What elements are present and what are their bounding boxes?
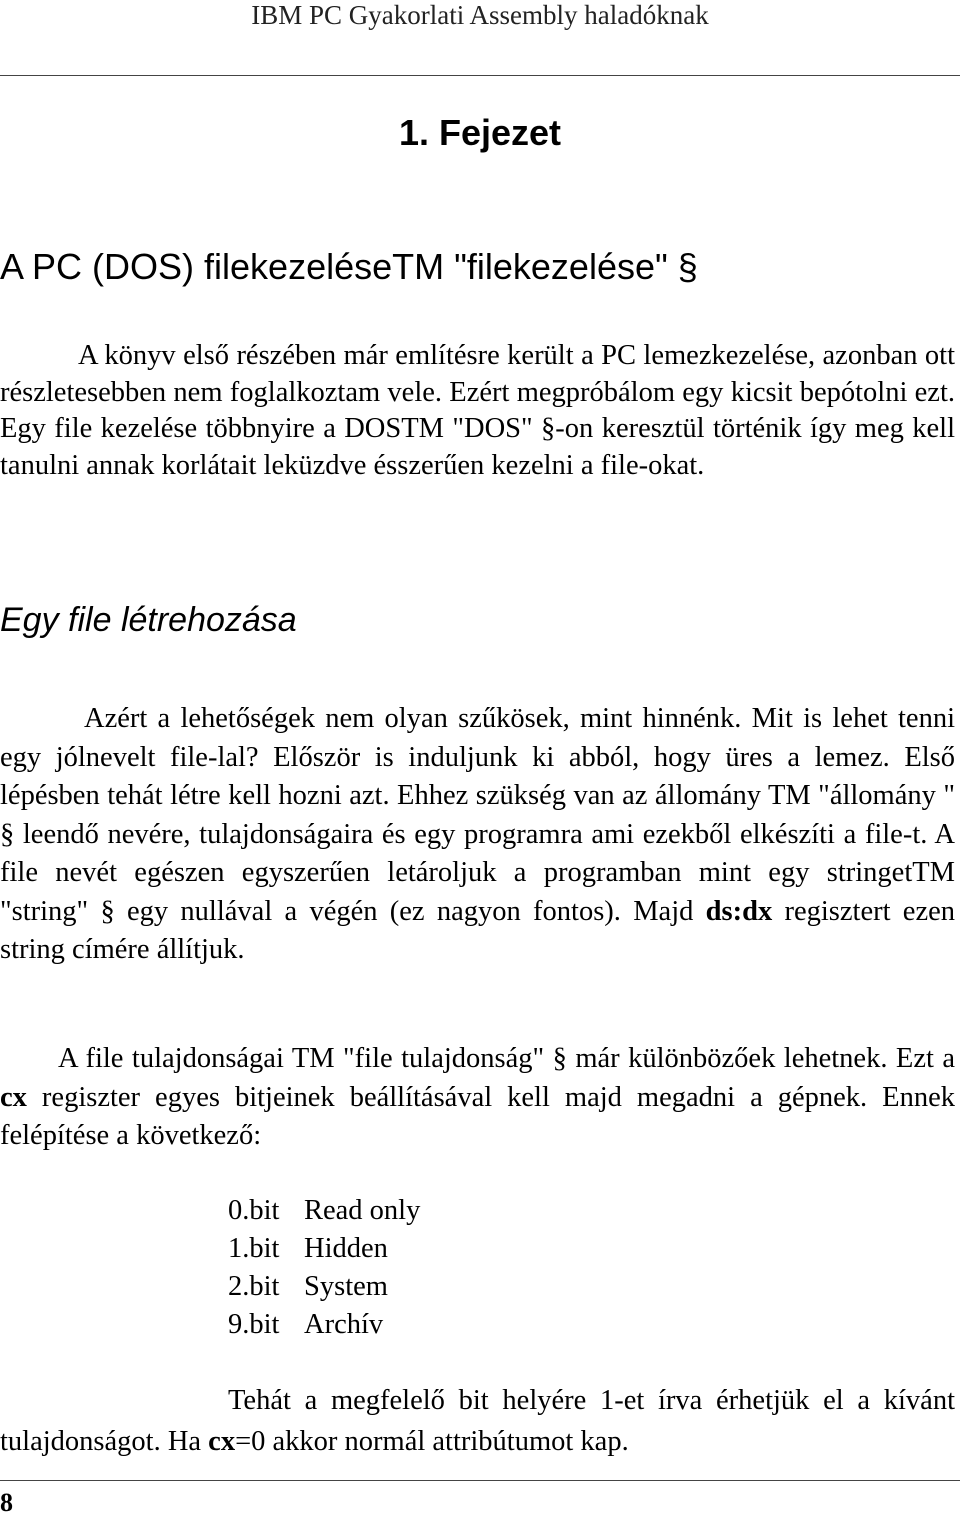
paragraph-text: A file tulajdonságai TM "file tulajdonság" § már különbözőek lehetnek. Ezt a xyxy=(58,1043,955,1074)
conclusion-paragraph xyxy=(0,1380,955,1462)
register-name: ds:dx xyxy=(705,895,773,927)
register-name: cx xyxy=(208,1426,236,1457)
register-name: cx xyxy=(0,1081,27,1113)
subsection-heading: Egy file létrehozása xyxy=(0,601,297,639)
intro-text: A könyv első részében már említésre került a PC lemezkezelése, azonban ott részletesebben nem foglalkoztam vele. Ezért megpróbálom egy kicsit bepótolni ezt. Egy file kezelése többnyire a DOSTM "DOS" §-on keresztül történik így meg kell tanulni annak korlátait leküzdve ésszerűen kezelni a file-okat. xyxy=(0,340,955,481)
bit-name: Read only xyxy=(304,1195,421,1226)
page-number: 8 xyxy=(0,1488,13,1517)
bit-name: System xyxy=(304,1271,388,1302)
running-header: IBM PC Gyakorlati Assembly haladóknak xyxy=(251,0,709,30)
paragraph-text: regiszter egyes bitjeinek beállításával kell majd megadni a gépnek. Ennek felépítése a következő: xyxy=(0,1081,955,1151)
bit-index: 0.bit xyxy=(228,1195,280,1226)
bit-name: Archív xyxy=(304,1309,384,1340)
paragraph-text: Tehát a megfelelő bit helyére 1-et írva érhetjük el a kívánt tulajdonságot. Ha xyxy=(0,1385,955,1457)
file-creation-paragraph xyxy=(0,700,955,970)
section-heading: A PC (DOS) filekezeléseTM "filekezelése" § xyxy=(0,246,698,287)
bit-index: 2.bit xyxy=(228,1271,280,1302)
attributes-paragraph xyxy=(0,1040,955,1156)
paragraph-text: =0 akkor normál attribútumot kap. xyxy=(235,1426,629,1457)
bit-index: 9.bit xyxy=(228,1309,280,1340)
intro-paragraph xyxy=(0,338,955,484)
paragraph-text: Azért a lehetőségek nem olyan szűkösek, mint hinnénk. Mit is lehet tenni egy jólnevelt file-lal? Először is induljunk ki abból, hogy üres a lemez. Első lépésben tehát létre kell hozni azt. Ehhez szükség van az állomány TM "állomány " § leendő nevére, tulajdonságaira és egy programra ami ezekből elkészíti a file-t. A file nevét egészen egyszerűen letároljuk a programban mint egy stringetTM "string" § egy nullával a végén (ez nagyon fontos). Majd xyxy=(0,703,955,927)
attribute-bit-list xyxy=(228,1192,420,1344)
list-item xyxy=(228,1306,420,1344)
footer-rule xyxy=(0,1480,960,1481)
list-item xyxy=(228,1268,420,1306)
bit-name: Hidden xyxy=(304,1233,388,1264)
bit-index: 1.bit xyxy=(228,1233,280,1264)
list-item xyxy=(228,1230,420,1268)
header-rule xyxy=(0,75,960,76)
list-item xyxy=(228,1192,420,1230)
paragraph-text: regisztert ezen string címére állítjuk. xyxy=(0,895,955,965)
chapter-heading: 1. Fejezet xyxy=(398,112,562,153)
